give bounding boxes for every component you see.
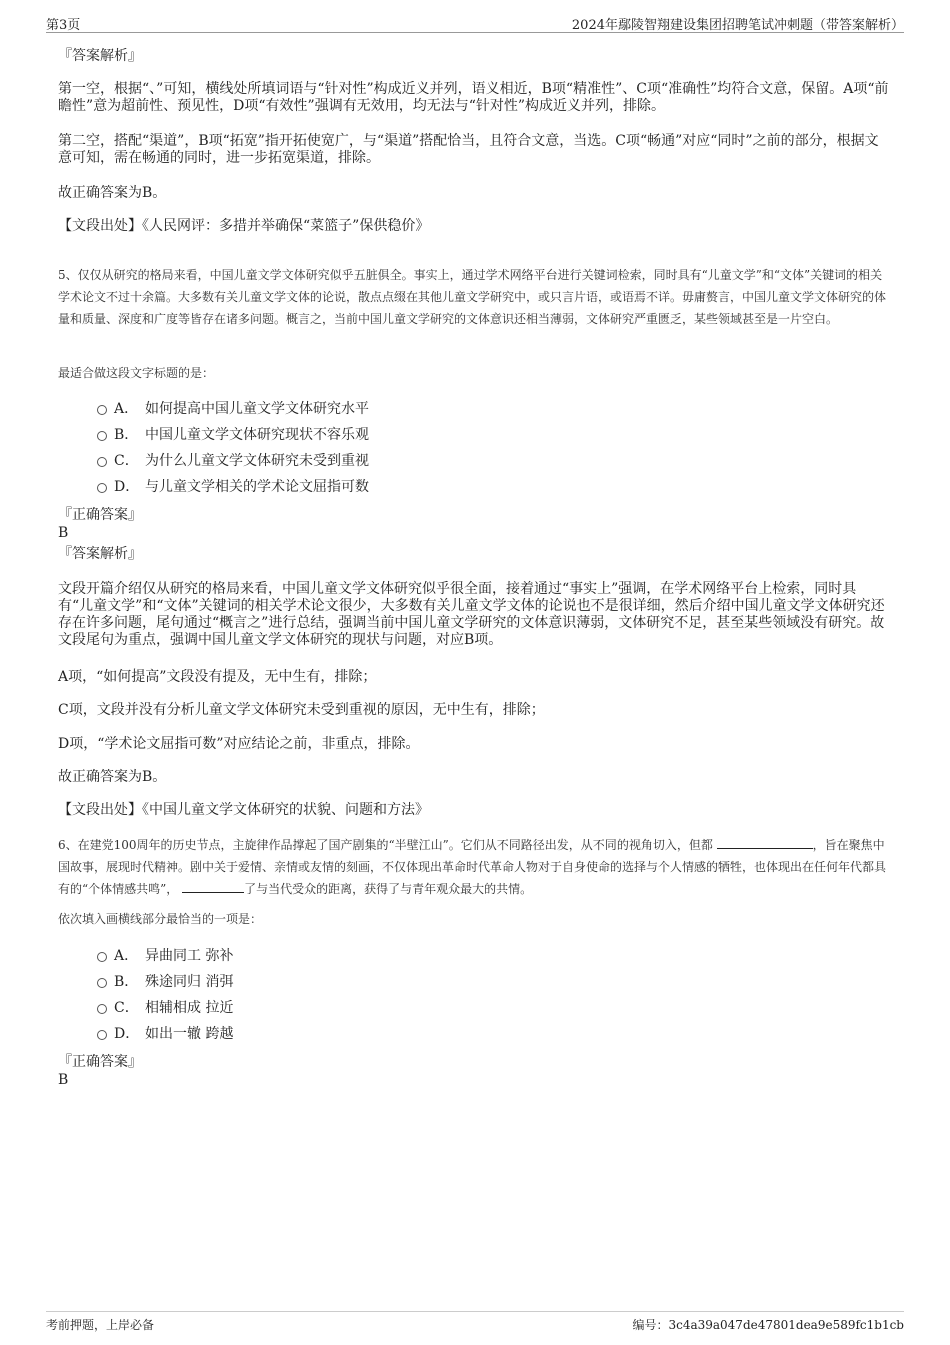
option-text: 如何提高中国儿童文学文体研究水平 — [145, 401, 369, 417]
q5-answer: B — [58, 525, 69, 541]
q6-stem-part1: 6、在建党100周年的历史节点，主旋律作品撑起了国产剧集的“半壁江山”。它们从不同路径出发，从不同的视角切入，但都 — [58, 838, 713, 852]
radio-icon[interactable] — [97, 978, 107, 988]
radio-icon[interactable] — [97, 457, 107, 467]
option-text: 为什么儿童文学文体研究未受到重视 — [145, 453, 369, 469]
radio-icon[interactable] — [97, 952, 107, 962]
page-footer — [46, 1311, 904, 1334]
q5-note-c: C项，文段并没有分析儿童文学文体研究未受到重视的原因，无中生有，排除； — [58, 702, 545, 718]
q6-blank-2 — [182, 880, 244, 893]
q4-analysis-p1: 第一空，根据“、”可知，横线处所填词语与“针对性”构成近义并列，语义相近，B项“精准性”、C项“准确性”均符合文意，保留。A项“前瞻性”意为超前性、预见性，D项“有效性”强调有无效用，均无法与“针对性”构成近义并列，排除。 — [58, 81, 889, 114]
q5-option-c[interactable] — [97, 452, 369, 470]
document-code — [632, 1316, 904, 1333]
radio-icon[interactable] — [97, 1004, 107, 1014]
q5-question: 最适合做这段文字标题的是： — [58, 366, 215, 380]
page-header — [46, 14, 904, 33]
radio-icon[interactable] — [97, 431, 107, 441]
q6-stem-part3: 了与当代受众的距离，获得了与青年观众最大的共情。 — [244, 882, 533, 896]
q6-option-d[interactable] — [97, 1025, 233, 1043]
q6-option-c[interactable] — [97, 999, 233, 1017]
code-label: 编号： — [632, 1318, 669, 1332]
page-number: 第3页 — [46, 18, 81, 33]
q5-answer-label: 『正确答案』 — [58, 507, 142, 523]
radio-icon[interactable] — [97, 405, 107, 415]
option-text: 中国儿童文学文体研究现状不容乐观 — [145, 427, 369, 443]
q5-option-a[interactable] — [97, 400, 369, 418]
q5-note-d: D项，“学术论文屈指可数”对应结论之前，非重点，排除。 — [58, 736, 420, 752]
q6-option-a[interactable] — [97, 947, 233, 965]
q4-analysis-label: 『答案解析』 — [58, 48, 142, 64]
q5-source: 【文段出处】《中国儿童文学文体研究的状貌、问题和方法》 — [58, 802, 429, 818]
option-letter: A． — [114, 401, 139, 417]
q6-answer: B — [58, 1072, 69, 1088]
q6-option-b[interactable] — [97, 973, 233, 991]
option-letter: B． — [114, 427, 139, 443]
option-text: 相辅相成 拉近 — [145, 1000, 234, 1016]
q5-note-a: A项，“如何提高”文段没有提及，无中生有，排除； — [58, 669, 377, 685]
q6-blank-1 — [717, 836, 813, 849]
q6-answer-label: 『正确答案』 — [58, 1054, 142, 1070]
option-letter: D． — [114, 1026, 140, 1042]
option-text: 殊途同归 消弭 — [145, 974, 234, 990]
option-text: 异曲同工 弥补 — [145, 948, 234, 964]
q5-stem: 5、仅仅从研究的格局来看，中国儿童文学文体研究似乎五脏俱全。事实上，通过学术网络平台进行关键词检索，同时具有“儿童文学”和“文体”关键词的相关学术论文不过十余篇。大多数有关儿童文学文体的论说，散点点缀在其他儿童文学研究中，或只言片语，或语焉不详。毋庸赘言，中国儿童文学文体研究的体量和质量、深度和广度等皆存在诸多问题。概言之，当前中国儿童文学研究的文体意识还相当薄弱，文体研究严重匮乏，某些领域甚至是一片空白。 — [58, 268, 887, 326]
document-title: 2024年鄢陵智翔建设集团招聘笔试冲刺题（带答案解析） — [571, 18, 904, 33]
option-letter: D． — [114, 479, 140, 495]
q5-option-d[interactable] — [97, 478, 369, 496]
code-value: 3c4a39a047de47801dea9e589fc1b1cb — [668, 1318, 904, 1332]
option-letter: B． — [114, 974, 139, 990]
option-text: 如出一辙 跨越 — [145, 1026, 234, 1042]
q5-analysis: 文段开篇介绍仅从研究的格局来看，中国儿童文学文体研究似乎很全面，接着通过“事实上”强调，在学术网络平台上检索，同时具有“儿童文学”和“文体”关键词的相关学术论文很少，大多数有关儿童文学文体的论说也不是很详细，然后介绍中国儿童文学文体研究还存在许多问题，尾句通过“概言之”进行总结，强调当前中国儿童文学研究的文体意识薄弱，文体研究不足，甚至某些领域没有研究。故文段尾句为重点，强调中国儿童文学文体研究的现状与问题，对应B项。 — [58, 581, 885, 648]
q4-analysis-p2: 第二空，搭配“渠道”，B项“拓宽”指开拓使宽广，与“渠道”搭配恰当，且符合文意，当选。C项“畅通”对应“同时”之前的部分，根据文意可知，需在畅通的同时，进一步拓宽渠道，排除。 — [58, 133, 879, 166]
option-letter: C． — [114, 1000, 139, 1016]
q4-source: 【文段出处】《人民网评：多措并举确保“菜篮子”保供稳价》 — [58, 218, 430, 234]
radio-icon[interactable] — [97, 483, 107, 493]
option-letter: A． — [114, 948, 139, 964]
q6-question: 依次填入画横线部分最恰当的一项是： — [58, 912, 263, 926]
q6-stem — [58, 834, 890, 900]
radio-icon[interactable] — [97, 1030, 107, 1040]
q5-analysis-label: 『答案解析』 — [58, 546, 142, 562]
q5-conclusion: 故正确答案为B。 — [58, 769, 167, 785]
q4-conclusion: 故正确答案为B。 — [58, 185, 167, 201]
option-text: 与儿童文学相关的学术论文屈指可数 — [145, 479, 369, 495]
q5-option-b[interactable] — [97, 426, 369, 444]
q6-stem-part2: ，旨在聚焦中国故事，展现时代精神。剧中关于爱情、亲情或友情的刻画，不仅体现出革命时代革命人物对于自身使命的选择与个人情感的牺牲，也体现出在任何年代都具有的“个体情感共鸣”， — [58, 838, 887, 896]
option-letter: C． — [114, 453, 139, 469]
footer-slogan: 考前押题，上岸必备 — [46, 1318, 155, 1332]
